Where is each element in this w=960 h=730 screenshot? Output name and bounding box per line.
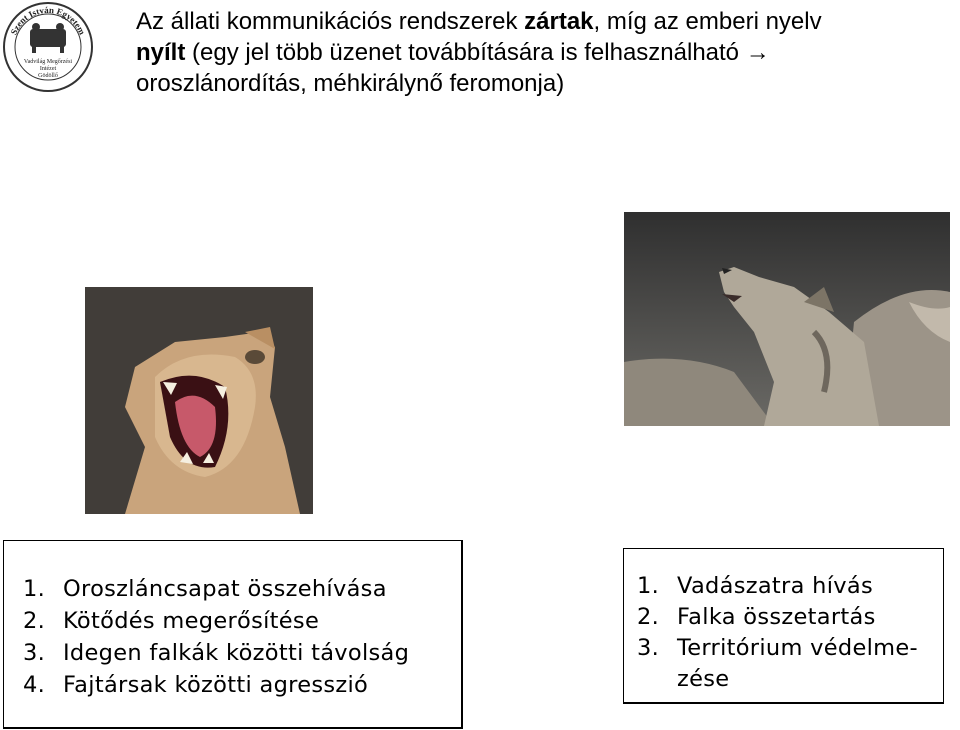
- howling-wolf-photo: [624, 212, 950, 426]
- list-item-number: 3.: [637, 635, 660, 661]
- wolf-howl-functions-box: [623, 548, 944, 704]
- university-seal-logo: [2, 1, 94, 93]
- heading-text-1: Az állati kommunikációs rendszerek: [136, 8, 525, 35]
- heading-text-3: (egy jel több üzenet továbbítására is felhasználható →: [185, 39, 770, 66]
- list-item-number: 1.: [23, 576, 46, 602]
- seal-ring-text: Szent István Egyetem: [8, 4, 88, 37]
- heading-bold-open: nyílt: [136, 39, 186, 66]
- list-item-number: 2.: [637, 604, 660, 630]
- list-item-text: Fajtársak közötti agresszió: [63, 672, 369, 698]
- list-item-text: Oroszláncsapat összehívása: [63, 576, 387, 602]
- slide-heading: [136, 6, 956, 99]
- heading-text-2: , míg az emberi nyelv: [593, 8, 822, 35]
- heading-bold-closed: zártak: [524, 8, 594, 35]
- list-item-number: 3.: [23, 640, 46, 666]
- wolf-functions-list: [637, 571, 918, 695]
- lion-functions-list: [23, 573, 409, 701]
- seal-text-line2: Intézet: [39, 66, 57, 72]
- list-item-number: 4.: [23, 672, 46, 698]
- list-item-text: Kötődés megerősítése: [63, 608, 320, 634]
- seal-text-line3: Gödöllő: [38, 73, 58, 79]
- list-item: [23, 637, 409, 669]
- list-item-number: 2.: [23, 608, 46, 634]
- lion-roar-functions-box: [3, 540, 463, 729]
- list-item: [637, 633, 918, 695]
- list-item-text: Falka összetartás: [677, 604, 876, 630]
- list-item: [23, 573, 409, 605]
- heading-text-4: oroszlánordítás, méhkirálynő feromonja): [136, 70, 565, 97]
- list-item: [637, 602, 918, 633]
- list-item-text: Territórium védelme-: [677, 635, 918, 661]
- list-item-text: Vadászatra hívás: [677, 573, 873, 599]
- list-item: [23, 669, 409, 701]
- list-item-text-continuation: zése: [677, 666, 730, 692]
- roaring-lioness-photo: [85, 287, 313, 514]
- seal-text-line1: Vadvilág Megőrzési: [23, 59, 73, 65]
- list-item-number: 1.: [637, 573, 660, 599]
- list-item-text: Idegen falkák közötti távolság: [63, 640, 410, 666]
- list-item: [23, 605, 409, 637]
- list-item: [637, 571, 918, 602]
